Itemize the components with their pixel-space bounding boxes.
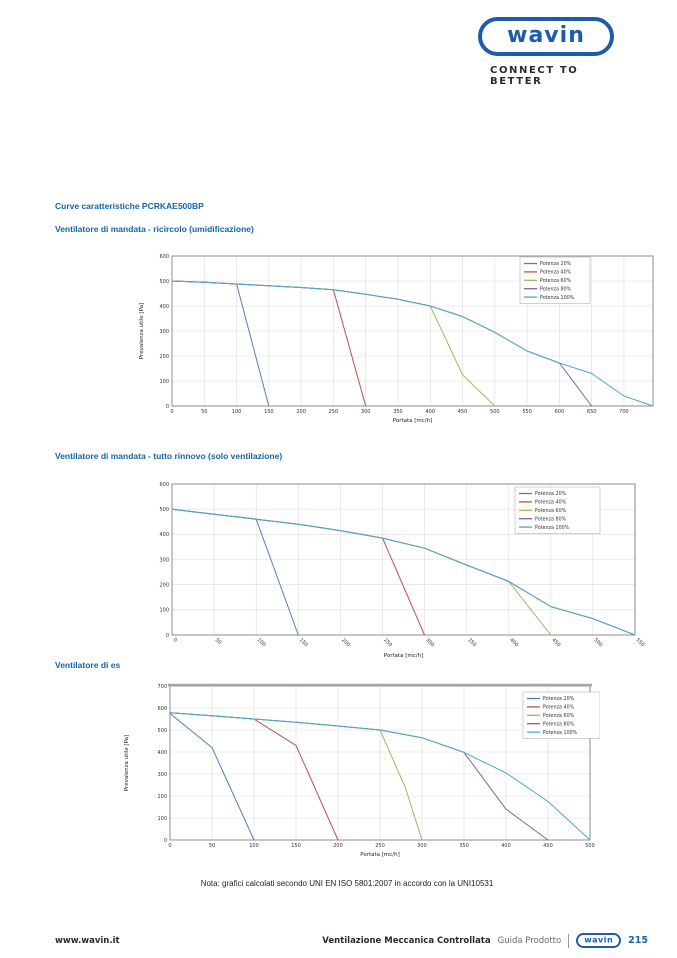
svg-text:0: 0	[168, 843, 172, 849]
footer-page-number: 215	[628, 935, 648, 946]
svg-text:100: 100	[255, 637, 267, 649]
svg-text:200: 200	[296, 409, 306, 415]
series-potenza-80	[170, 713, 548, 840]
page-footer	[0, 933, 677, 953]
footer-right-group	[322, 933, 648, 948]
svg-text:350: 350	[459, 843, 469, 849]
svg-text:500: 500	[159, 506, 169, 513]
svg-text:350: 350	[393, 409, 403, 415]
x-tick-labels	[170, 409, 628, 415]
svg-text:700: 700	[619, 409, 629, 415]
svg-text:100: 100	[159, 607, 169, 614]
x-tick-labels	[172, 637, 646, 648]
legend-label: Potenza 20%	[535, 492, 567, 498]
header-brand	[478, 17, 614, 87]
svg-text:150: 150	[264, 409, 274, 415]
legend-label: Potenza 100%	[535, 525, 570, 531]
section-heading-mandata-rinnovo: Ventilatore di mandata - tutto rinnovo (solo ventilazione)	[55, 451, 283, 461]
svg-text:100: 100	[159, 378, 169, 385]
svg-text:350: 350	[466, 637, 478, 649]
legend-label: Potenza 40%	[535, 500, 567, 506]
svg-text:300: 300	[417, 843, 427, 849]
chart-mandata-rinnovo	[135, 476, 661, 662]
svg-text:300: 300	[360, 409, 371, 415]
svg-text:100: 100	[157, 815, 167, 822]
svg-text:250: 250	[375, 843, 385, 849]
footer-divider	[568, 934, 569, 948]
svg-text:600: 600	[159, 481, 169, 488]
svg-text:150: 150	[291, 843, 301, 849]
legend-label: Potenza 60%	[543, 714, 575, 719]
section-heading-espulsione: Ventilatore di es	[55, 660, 121, 670]
footer-website: www.wavin.it	[55, 936, 120, 946]
legend-label: Potenza 100%	[540, 295, 575, 301]
svg-text:650: 650	[586, 409, 597, 415]
legend-label: Potenza 40%	[543, 705, 575, 711]
svg-text:200: 200	[159, 582, 169, 589]
brand-tagline: CONNECT TO BETTER	[490, 65, 579, 87]
chart-canvas	[135, 476, 661, 662]
note-text: Nota: grafici calcolati secondo UNI EN ISO 5801:2007 in accordo con la UNI10531	[200, 879, 494, 888]
svg-text:200: 200	[333, 843, 343, 849]
x-axis-title: Portata [mc/h]	[360, 852, 400, 858]
svg-text:300: 300	[157, 771, 167, 778]
svg-text:600: 600	[157, 705, 167, 712]
x-axis-title: Portata [mc/h]	[392, 418, 433, 424]
svg-text:500: 500	[159, 278, 169, 285]
svg-text:450: 450	[550, 637, 562, 649]
chart-canvas	[118, 672, 600, 864]
legend-label: Potenza 80%	[540, 287, 572, 293]
legend-label: Potenza 100%	[543, 730, 578, 736]
svg-text:300: 300	[159, 328, 169, 335]
footer-doc-subtitle: Guida Prodotto	[497, 935, 562, 946]
svg-text:0: 0	[165, 632, 169, 639]
wavin-logo-text: wavin	[507, 22, 585, 48]
svg-text:100: 100	[231, 409, 242, 415]
series-potenza-20	[172, 509, 298, 635]
chart-mandata-ricircolo	[135, 248, 661, 432]
svg-text:700: 700	[157, 683, 167, 690]
svg-text:0: 0	[171, 637, 179, 644]
svg-text:200: 200	[339, 637, 351, 649]
y-tick-labels	[159, 254, 169, 410]
svg-text:600: 600	[554, 409, 565, 415]
legend-label: Potenza 20%	[540, 262, 572, 268]
series-potenza-60	[172, 509, 551, 635]
svg-text:450: 450	[543, 843, 553, 849]
svg-text:400: 400	[159, 532, 169, 539]
legend-label: Potenza 60%	[535, 509, 567, 514]
series-potenza-20	[172, 281, 269, 406]
footer-doc-title: Ventilazione Meccanica Controllata	[322, 935, 491, 946]
svg-text:50: 50	[208, 843, 216, 849]
footer-wavin-logo-text: wavin	[584, 935, 614, 944]
svg-text:500: 500	[592, 637, 604, 649]
svg-text:400: 400	[159, 303, 169, 310]
x-axis-title: Portata [mc/h]	[383, 653, 424, 659]
y-axis-title: Prevalenza utile [Pa]	[139, 302, 145, 360]
svg-text:0: 0	[163, 837, 167, 844]
page-title: Curve caratteristiche PCRKAE500BP	[55, 201, 204, 211]
svg-text:400: 400	[425, 409, 436, 415]
legend-label: Potenza 20%	[543, 697, 575, 703]
legend	[520, 257, 590, 304]
svg-text:50: 50	[201, 409, 208, 415]
legend-label: Potenza 40%	[540, 270, 572, 276]
chart-espulsione	[118, 672, 600, 864]
x-tick-labels	[168, 843, 594, 849]
svg-text:300: 300	[424, 637, 436, 649]
svg-text:50: 50	[213, 637, 223, 646]
legend-label: Potenza 80%	[535, 517, 567, 523]
svg-text:550: 550	[634, 637, 646, 649]
section-heading-mandata-ricircolo: Ventilatore di mandata - ricircolo (umidificazione)	[55, 224, 254, 234]
svg-text:0: 0	[165, 403, 169, 410]
svg-text:400: 400	[508, 637, 520, 649]
svg-text:150: 150	[297, 637, 309, 649]
svg-text:500: 500	[157, 727, 167, 734]
svg-text:200: 200	[159, 353, 169, 360]
wavin-logo	[478, 17, 614, 56]
y-tick-labels	[157, 684, 167, 844]
svg-text:100: 100	[249, 843, 259, 849]
chart-canvas	[135, 248, 661, 432]
legend-label: Potenza 80%	[543, 722, 575, 728]
svg-text:400: 400	[157, 749, 167, 756]
svg-text:500: 500	[585, 843, 595, 849]
svg-text:200: 200	[157, 793, 167, 800]
y-tick-labels	[159, 482, 169, 639]
svg-text:300: 300	[159, 557, 169, 564]
svg-text:250: 250	[382, 637, 394, 649]
footer-wavin-logo	[576, 933, 621, 948]
legend	[515, 487, 600, 534]
svg-text:250: 250	[328, 409, 339, 415]
svg-text:400: 400	[501, 843, 511, 849]
legend-label: Potenza 60%	[540, 279, 572, 284]
svg-text:0: 0	[170, 409, 174, 415]
y-axis-title: Prevalenza utile [Pa]	[124, 734, 130, 792]
svg-text:550: 550	[522, 409, 532, 415]
legend	[523, 692, 600, 739]
svg-text:600: 600	[159, 253, 169, 260]
svg-text:500: 500	[490, 409, 500, 415]
svg-text:450: 450	[457, 409, 468, 415]
